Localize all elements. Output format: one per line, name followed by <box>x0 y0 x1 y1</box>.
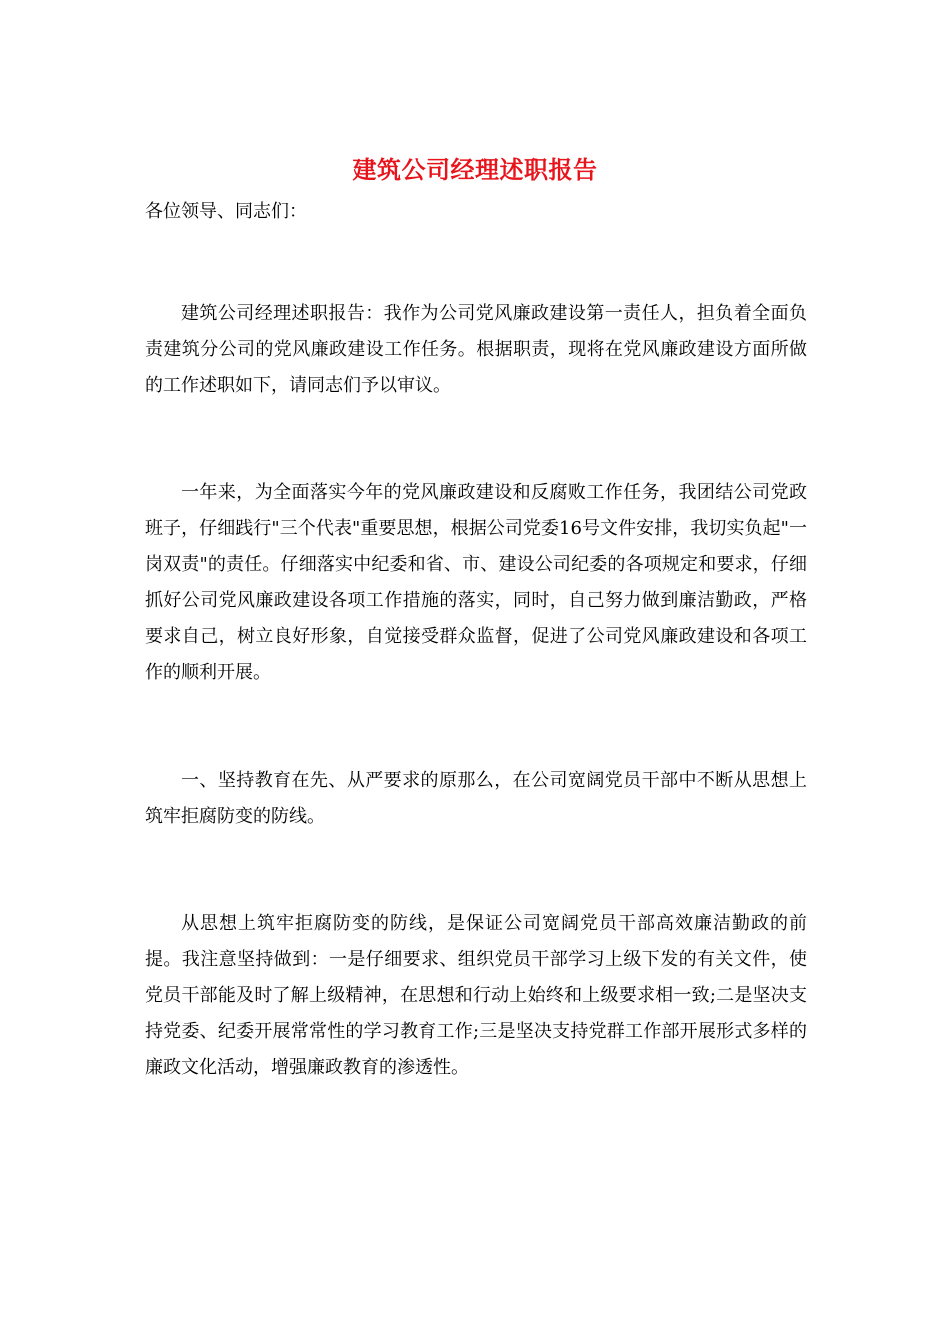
paragraph-summary: 一年来，为全面落实今年的党风廉政建设和反腐败工作任务，我团结公司党政班子，仔细践行"三个代表"重要思想，根据公司党委16号文件安排，我切实负起"一岗双责"的责任。仔细落实中纪委和省、市、建设公司纪委的各项规定和要求，仔细抓好公司党风廉政建设各项工作措施的落实，同时，自己努力做到廉洁勤政，严格要求自己，树立良好形象，自觉接受群众监督，促进了公司党风廉政建设和各项工作的顺利开展。 <box>145 482 807 683</box>
paragraph-section-body: 从思想上筑牢拒腐防变的防线，是保证公司宽阔党员干部高效廉洁勤政的前提。我注意坚持做到：一是仔细要求、组织党员干部学习上级下发的有关文件，使党员干部能及时了解上级精神，在思想和行动上始终和上级要求相一致;二是坚决支持党委、纪委开展常常性的学习教育工作;三是坚决支持党群工作部开展形式多样的廉政文化活动，增强廉政教育的渗透性。 <box>145 913 807 1078</box>
paragraph-section-heading: 一、坚持教育在先、从严要求的原那么，在公司宽阔党员干部中不断从思想上筑牢拒腐防变的防线。 <box>145 770 807 827</box>
paragraph-intro: 建筑公司经理述职报告：我作为公司党风廉政建设第一责任人，担负着全面负责建筑分公司的党风廉政建设工作任务。根据职责，现将在党风廉政建设方面所做的工作述职如下，请同志们予以审议。 <box>145 303 807 396</box>
document-title: 建筑公司经理述职报告 <box>352 155 598 184</box>
salutation: 各位领导、同志们： <box>145 201 307 222</box>
